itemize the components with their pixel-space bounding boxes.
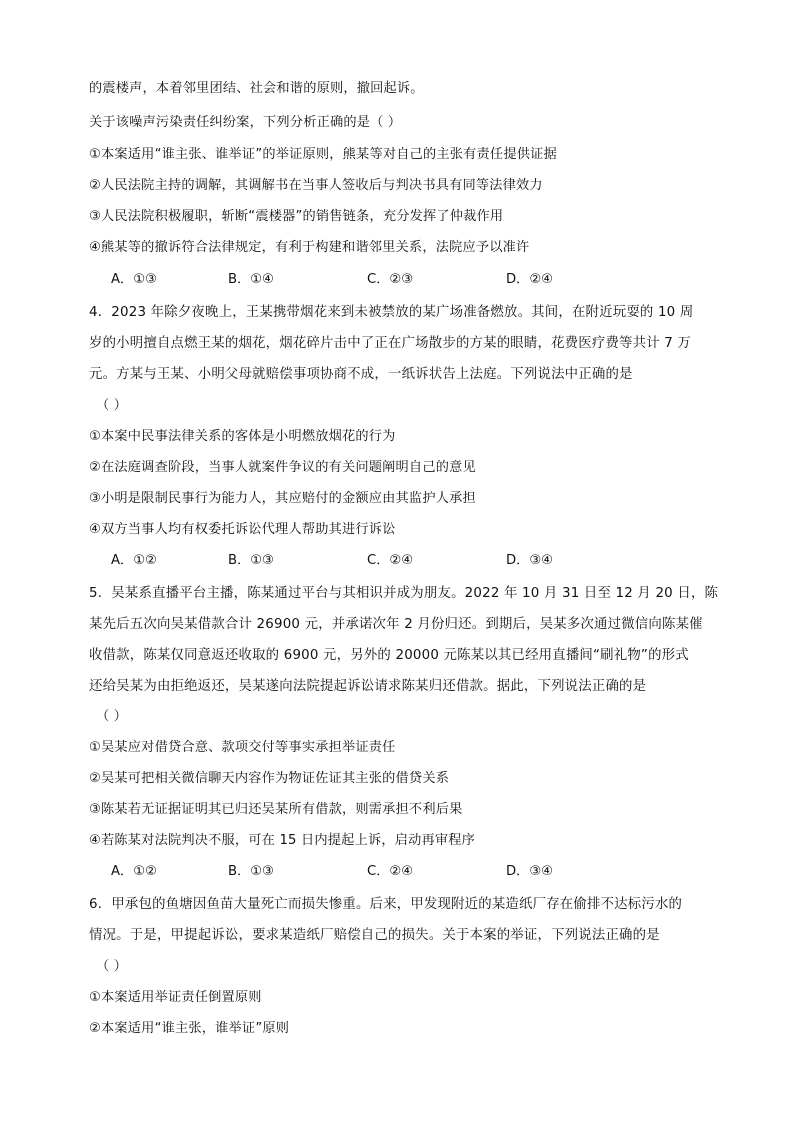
question-4-statement-2: ②在法庭调查阶段，当事人就案件争议的有关问题阐明自己的意见 (89, 460, 476, 475)
question-6-statement-1: ①本案适用举证责任倒置原则 (89, 990, 262, 1005)
option-a: A．①② (111, 864, 157, 879)
option-b: B．①③ (228, 864, 274, 879)
question-3-statement-2: ②人民法院主持的调解，其调解书在当事人签收后与判决书具有同等法律效力 (89, 178, 543, 193)
answer-parentheses: （ ） (96, 398, 128, 413)
question-3-statement-3: ③人民法院积极履职，斩断“震楼器”的销售链条，充分发挥了仲裁作用 (89, 209, 504, 224)
answer-parentheses: （ ） (96, 709, 128, 724)
option-c: C．②④ (367, 553, 414, 568)
question-4-text-line: 4．2023 年除夕夜晚上，王某携带烟花来到未被禁放的某广场准备燃放。其间，在附近玩耍的 10 周 (89, 305, 694, 320)
question-6-statement-2: ②本案适用“谁主张，谁举证”原则 (89, 1021, 290, 1036)
question-5-statement-3: ③陈某若无证据证明其已归还吴某所有借款，则需承担不利后果 (89, 802, 463, 817)
question-4-text-line: 元。方某与王某、小明父母就赔偿事项协商不成，一纸诉状告上法庭。下列说法中正确的是 (89, 367, 633, 382)
question-3-statement-1: ①本案适用“谁主张、谁举证”的举证原则，熊某等对自己的主张有责任提供证据 (89, 147, 557, 162)
option-a: A．①③ (111, 272, 157, 287)
question-4-statement-1: ①本案中民事法律关系的客体是小明燃放烟花的行为 (89, 429, 396, 444)
question-5-statement-4: ④若陈某对法院判决不服，可在 15 日内提起上诉，启动再审程序 (89, 833, 476, 848)
option-d: D．③④ (506, 864, 553, 879)
question-4-statement-3: ③小明是限制民事行为能力人，其应赔付的金额应由其监护人承担 (89, 491, 476, 506)
option-b: B．①④ (228, 272, 274, 287)
question-3-statement-4: ④熊某等的撤诉符合法律规定，有利于构建和谐邻里关系，法院应予以准许 (89, 240, 530, 255)
option-d: D．②④ (506, 272, 553, 287)
answer-parentheses: （ ） (96, 959, 128, 974)
question-6-text-line: 6．甲承包的鱼塘因鱼苗大量死亡而损失惨重。后来，甲发现附近的某造纸厂存在偷排不达标污水的 (89, 897, 683, 912)
question-4-statement-4: ④双方当事人均有权委托诉讼代理人帮助其进行诉讼 (89, 522, 396, 537)
option-b: B．①③ (228, 553, 274, 568)
question-3-text-line: 的震楼声，本着邻里团结、社会和谐的原则，撤回起诉。 (89, 81, 424, 96)
question-5-text-line: 还给吴某为由拒绝返还，吴某遂向法院提起诉讼请求陈某归还借款。据此，下列说法正确的是 (89, 679, 647, 694)
question-3-stem: 关于该噪声污染责任纠纷案，下列分析正确的是（ ） (89, 115, 402, 130)
question-5-text-line: 收借款，陈某仅同意返还收取的 6900 元，另外的 20000 元陈某以其已经用直播间“刷礼物”的形式 (89, 648, 689, 663)
option-c: C．②④ (367, 864, 414, 879)
question-5-statement-2: ②吴某可把相关微信聊天内容作为物证佐证其主张的借贷关系 (89, 771, 450, 786)
question-5-text-line: 某先后五次向吴某借款合计 26900 元，并承诺次年 2 月份归还。到期后，吴某多次通过微信向陈某催 (89, 617, 703, 632)
question-5-statement-1: ①吴某应对借贷合意、款项交付等事实承担举证责任 (89, 740, 396, 755)
question-5-text-line: 5．吴某系直播平台主播，陈某通过平台与其相识并成为朋友。2022 年 10 月 31 日至 12 月 20 日，陈 (89, 586, 719, 601)
option-c: C．②③ (367, 272, 414, 287)
option-d: D．③④ (506, 553, 553, 568)
question-6-text-line: 情况。于是，甲提起诉讼，要求某造纸厂赔偿自己的损失。关于本案的举证，下列说法正确的是 (89, 928, 660, 943)
option-a: A．①② (111, 553, 157, 568)
question-4-text-line: 岁的小明擅自点燃王某的烟花，烟花碎片击中了正在广场散步的方某的眼睛，花费医疗费等共计 7 万 (89, 336, 692, 351)
